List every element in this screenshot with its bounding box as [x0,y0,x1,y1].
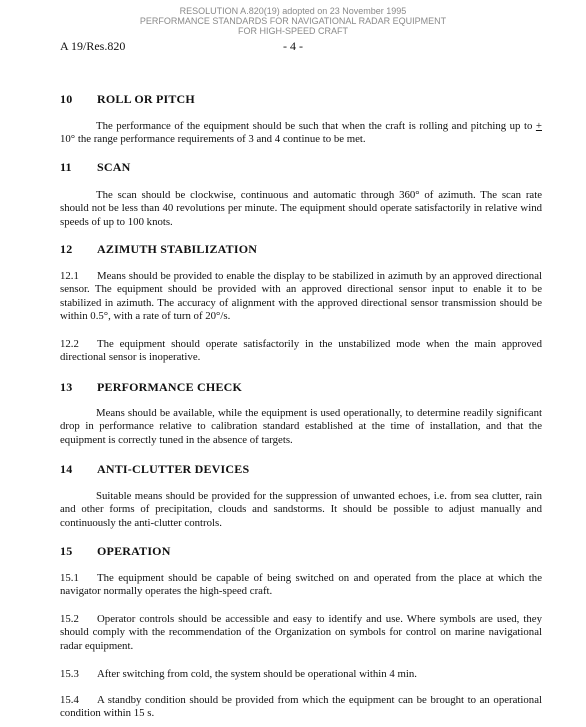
section-number: 14 [60,462,73,476]
section-title: PERFORMANCE CHECK [97,380,243,394]
resolution-header-line-3: FOR HIGH-SPEED CRAFT [237,26,348,36]
paragraph-text: Operator controls should be accessible and easy to identify and use. Where symbols are used, they should comply with the recommendation of the Organization on symbols for control on marine navigational radar equipment. [60,613,542,652]
paragraph-number: 12.1 [60,270,79,282]
paragraph-15-4 [60,694,542,721]
section-title: ANTI-CLUTTER DEVICES [97,462,250,476]
document-reference: A 19/Res.820 [60,39,126,53]
paragraph-text: After switching from cold, the system should be operational within 4 min. [97,668,417,680]
text-run: The performance of the equipment should be such that when the craft is rolling and pitching up to [96,120,536,132]
paragraph-roll-or-pitch [60,120,542,147]
section-heading-roll-or-pitch [60,92,195,107]
section-number: 10 [60,92,73,106]
resolution-header-line-1: RESOLUTION A.820(19) adopted on 23 November 1995 [179,6,407,16]
paragraph-performance-check: Means should be available, while the equipment is used operationally, to determine readily significant drop in performance relative to calibration standard established at the time of installation, and that the equipment is correctly tuned in the absence of targets. [60,407,542,446]
paragraph-anti-clutter-devices: Suitable means should be provided for the suppression of unwanted echoes, i.e. from sea clutter, rain and other forms of precipitation, clouds and sandstorms. It should be possible to adjust manually and continuously the anti-clutter controls. [60,490,542,529]
paragraph-text: The equipment should operate satisfactorily in the unstabilized mode when the main approved directional sensor is inoperative. [60,338,542,364]
paragraph-text: A standby condition should be provided from which the equipment can be brought to an operational condition within 15 s. [60,694,542,720]
paragraph-15-2 [60,613,542,653]
section-title: ROLL OR PITCH [97,92,195,106]
paragraph-scan: The scan should be clockwise, continuous and automatic through 360° of azimuth. The scan rate should not be less than 40 revolutions per minute. The equipment should operate satisfactorily in relative wind speeds of up to 100 knots. [60,189,542,228]
page-number: - 4 - [283,39,303,53]
section-heading-anti-clutter-devices [60,462,249,477]
paragraph-15-3 [60,668,542,681]
section-heading-operation [60,544,171,559]
paragraph-number: 15.4 [60,694,79,706]
plus-minus-sign: + [535,120,542,132]
resolution-header-line-2: PERFORMANCE STANDARDS FOR NAVIGATIONAL RADAR EQUIPMENT [139,16,447,26]
paragraph-12-1 [60,270,542,324]
paragraph-number: 15.3 [60,668,79,680]
paragraph-15-1 [60,572,542,599]
section-number: 13 [60,380,73,394]
section-number: 15 [60,544,73,558]
section-heading-azimuth-stabilization [60,242,257,257]
paragraph-number: 12.2 [60,338,79,350]
text-run: 10° the range performance requirements of 3 and 4 continue to be met. [60,133,366,146]
section-heading-scan [60,160,130,175]
paragraph-text: The equipment should be capable of being switched on and operated from the place at which the navigator normally operates the high-speed craft. [60,572,542,598]
section-title: OPERATION [97,544,171,558]
paragraph-12-2 [60,338,542,365]
paragraph-text: Means should be provided to enable the display to be stabilized in azimuth by an approved directional sensor. The equipment should be provided with an approved directional sensor input to enable it to be stabilized in azimuth. The accuracy of alignment with the approved directional sensor transmission should be within 0.5°, with a rate of turn of 20°/s. [60,270,542,323]
paragraph-number: 15.2 [60,613,79,625]
section-heading-performance-check [60,380,242,395]
section-number: 12 [60,242,73,256]
section-number: 11 [60,160,72,174]
section-title: AZIMUTH STABILIZATION [97,242,258,256]
section-title: SCAN [97,160,131,174]
paragraph-number: 15.1 [60,572,79,584]
